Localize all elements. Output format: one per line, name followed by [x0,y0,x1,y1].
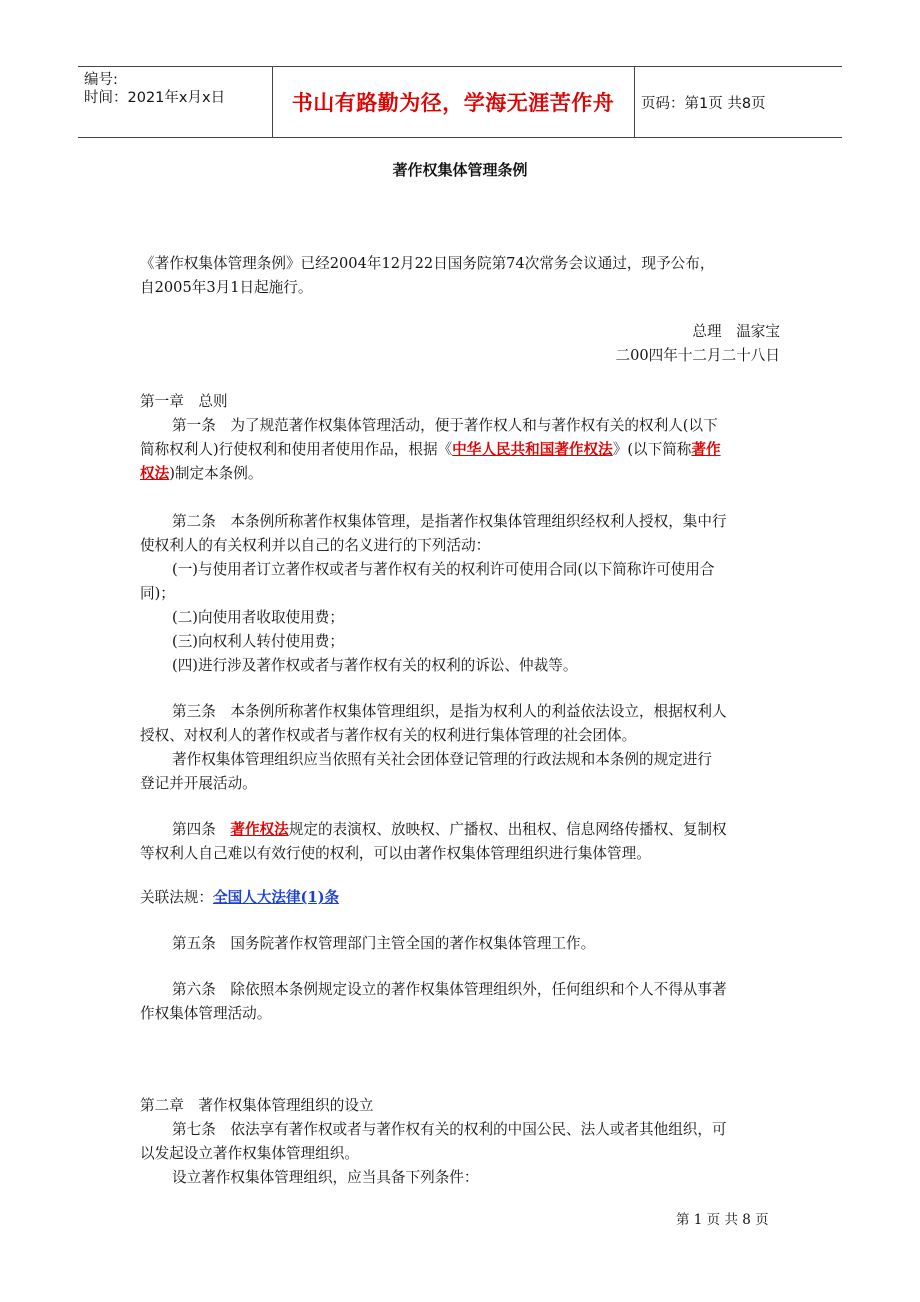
header-divider [272,67,273,137]
related-laws: 关联法规：全国人大法律(1)条 [140,889,340,906]
article-6-line-2: 作权集体管理活动。 [140,1005,272,1022]
article-2-line-1: 第二条 本条例所称著作权集体管理，是指著作权集体管理组织经权利人授权，集中行 [172,513,727,530]
article-7-line-2: 以发起设立著作权集体管理组织。 [140,1145,359,1162]
signature-name: 总理 温家宝 [692,323,780,340]
header-page-info: 页码：第1页 共8页 [641,95,766,112]
article-6-line-1: 第六条 除依照本条例规定设立的著作权集体管理组织外，任何组织和个人不得从事著 [172,981,727,998]
article-2-item-2: (二)向使用者收取使用费； [172,609,344,626]
article-1-line-1: 第一条 为了规范著作权集体管理活动，便于著作权人和与著作权有关的权利人(以下 [172,417,718,434]
header-divider [634,67,635,137]
chapter-1-heading: 第一章 总则 [140,393,228,410]
article-1-line-3: 权法)制定本条例。 [140,465,263,482]
copyright-law-short-link-cont[interactable]: 权法 [140,465,170,482]
article-2-item-1-cont: 同)； [140,585,175,602]
time-label: 时间：2021年x月x日 [84,90,226,106]
article-1-line-2: 简称权利人)行使权利和使用者使用作品，根据《中华人民共和国著作权法》(以下简称著作 [140,441,721,458]
article-3-line-1: 第三条 本条例所称著作权集体管理组织，是指为权利人的利益依法设立，根据权利人 [172,703,727,720]
article-3-line-4: 登记并开展活动。 [140,775,257,792]
preamble-line-1: 《著作权集体管理条例》已经2004年12月22日国务院第74次常务会议通过，现予公布， [140,255,715,272]
article-4-line-2: 等权利人自己难以有效行使的权利，可以由著作权集体管理组织进行集体管理。 [140,845,651,862]
copyright-law-short-link[interactable]: 著作 [691,441,721,458]
header-motto: 书山有路勤为径，学海无涯苦作舟 [291,91,615,115]
article-2-line-2: 使权利人的有关权利并以自己的名义进行的下列活动： [140,537,491,554]
document-title: 著作权集体管理条例 [392,161,528,179]
copyright-law-link-a4[interactable]: 著作权法 [230,821,289,838]
article-3-line-3: 著作权集体管理组织应当依照有关社会团体登记管理的行政法规和本条例的规定进行 [172,751,712,768]
article-2-item-3: (三)向权利人转付使用费； [172,633,344,650]
page-footer: 第 1 页 共 8 页 [676,1212,769,1228]
header-table [78,66,842,138]
chapter-2-heading: 第二章 著作权集体管理组织的设立 [140,1097,374,1114]
number-label: 编号: [84,72,118,88]
article-4-line-1: 第四条 著作权法规定的表演权、放映权、广播权、出租权、信息网络传播权、复制权 [172,821,727,838]
article-2-item-4: (四)进行涉及著作权或者与著作权有关的权利的诉讼、仲裁等。 [172,657,578,674]
signature-date: 二00四年十二月二十八日 [615,347,780,364]
header-meta [84,67,272,141]
article-7-line-3: 设立著作权集体管理组织，应当具备下列条件： [172,1169,479,1186]
article-3-line-2: 授权、对权利人的著作权或者与著作权有关的权利进行集体管理的社会团体。 [140,727,637,744]
article-2-item-1: (一)与使用者订立著作权或者与著作权有关的权利许可使用合同(以下简称许可使用合 [172,561,715,578]
copyright-law-link[interactable]: 中华人民共和国著作权法 [452,441,613,458]
article-5: 第五条 国务院著作权管理部门主管全国的著作权集体管理工作。 [172,935,596,952]
related-law-link[interactable]: 全国人大法律(1)条 [212,889,340,906]
preamble-line-2: 自2005年3月1日起施行。 [140,279,313,296]
article-7-line-1: 第七条 依法享有著作权或者与著作权有关的权利的中国公民、法人或者其他组织，可 [172,1121,727,1138]
